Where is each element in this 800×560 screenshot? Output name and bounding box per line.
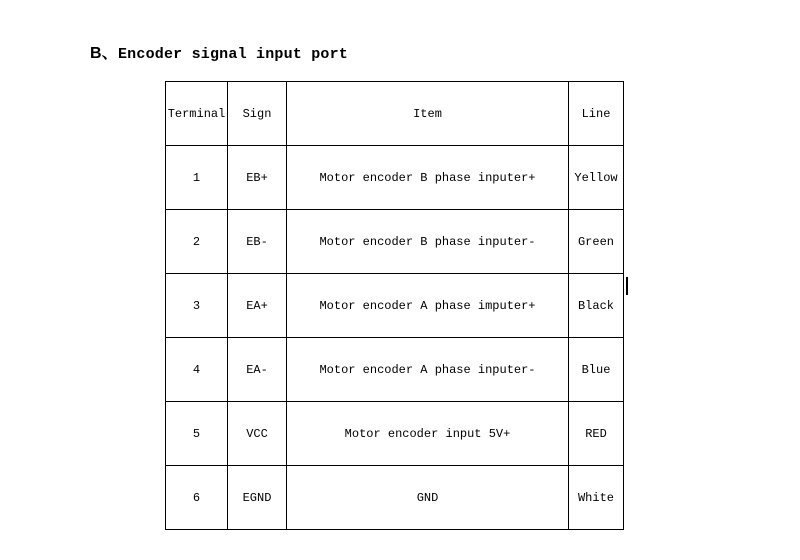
- table-row: [166, 338, 624, 402]
- section-heading-text: Encoder signal input port: [117, 46, 349, 63]
- cell-terminal: 6: [166, 466, 228, 530]
- cell-terminal: 5: [166, 402, 228, 466]
- cell-terminal: 4: [166, 338, 228, 402]
- table-row: [166, 210, 624, 274]
- cell-sign: EA-: [228, 338, 287, 402]
- cell-line: RED: [569, 402, 624, 466]
- cell-terminal: 2: [166, 210, 228, 274]
- table-row: [166, 466, 624, 530]
- cell-item: GND: [287, 466, 569, 530]
- cell-item: Motor encoder B phase inputer+: [287, 146, 569, 210]
- cell-sign: EB-: [228, 210, 287, 274]
- header-item: Item: [287, 82, 569, 146]
- header-terminal: Terminal: [166, 82, 228, 146]
- cell-sign: EB+: [228, 146, 287, 210]
- cell-line: Yellow: [569, 146, 624, 210]
- table-row: [166, 402, 624, 466]
- text-cursor: [626, 277, 628, 295]
- table-row: [166, 146, 624, 210]
- encoder-signal-table: [165, 81, 624, 530]
- section-heading-prefix: B、: [90, 45, 118, 62]
- cell-terminal: 1: [166, 146, 228, 210]
- cell-line: White: [569, 466, 624, 530]
- section-heading: [90, 40, 348, 63]
- cell-item: Motor encoder B phase inputer-: [287, 210, 569, 274]
- cell-line: Green: [569, 210, 624, 274]
- cell-line: Black: [569, 274, 624, 338]
- cell-item: Motor encoder input 5V+: [287, 402, 569, 466]
- header-sign: Sign: [228, 82, 287, 146]
- cell-line: Blue: [569, 338, 624, 402]
- cell-terminal: 3: [166, 274, 228, 338]
- cell-sign: VCC: [228, 402, 287, 466]
- cell-sign: EA+: [228, 274, 287, 338]
- cell-sign: EGND: [228, 466, 287, 530]
- table-row: [166, 274, 624, 338]
- table-header-row: [166, 82, 624, 146]
- cell-item: Motor encoder A phase imputer+: [287, 274, 569, 338]
- header-line: Line: [569, 82, 624, 146]
- cell-item: Motor encoder A phase inputer-: [287, 338, 569, 402]
